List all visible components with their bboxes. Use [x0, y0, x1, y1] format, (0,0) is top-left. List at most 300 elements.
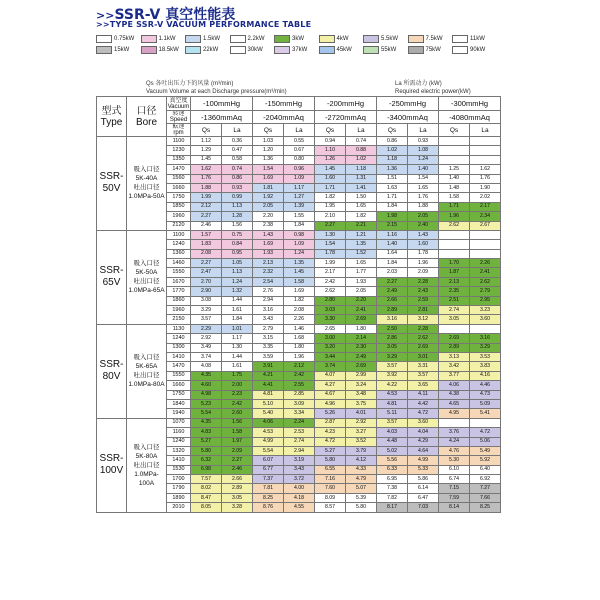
la-cell: 7.27: [470, 484, 501, 493]
la-cell: 7.03: [408, 503, 439, 512]
qs-cell: 4.99: [253, 437, 284, 446]
la-cell: 2.42: [284, 371, 315, 380]
qs-header: Qs: [315, 124, 346, 137]
qs-cell: 7.57: [191, 475, 222, 484]
la-note: [395, 80, 471, 96]
la-cell: 2.28: [408, 277, 439, 286]
qs-cell: [439, 146, 470, 155]
qs-cell: 3.44: [315, 352, 346, 361]
la-cell: 4.72: [470, 428, 501, 437]
bore-line: 1.0MPa-50A: [128, 193, 165, 201]
qs-cell: 6.55: [315, 465, 346, 474]
la-cell: 2.69: [346, 362, 377, 371]
la-cell: 4.99: [408, 456, 439, 465]
la-cell: 0.98: [284, 230, 315, 239]
qs-cell: 6.10: [439, 465, 470, 474]
pressure-mmaq-4: -4080mmAq: [439, 111, 501, 124]
qs-cell: 5.30: [439, 456, 470, 465]
bore-line: 5K-80A: [135, 452, 158, 460]
la-cell: [470, 146, 501, 155]
legend-item: [319, 35, 349, 43]
qs-cell: 3.08: [191, 296, 222, 305]
qs-cell: 7.38: [377, 484, 408, 493]
model-cell: SSR-65V: [97, 230, 127, 324]
legend-item: [185, 35, 220, 43]
qs-cell: 2.20: [253, 212, 284, 221]
qs-cell: 4.35: [191, 418, 222, 427]
la-cell: 0.93: [222, 183, 253, 192]
qs-cell: 6.07: [253, 456, 284, 465]
qs-cell: 1.92: [253, 193, 284, 202]
la-cell: 4.29: [408, 437, 439, 446]
la-cell: 1.28: [222, 212, 253, 221]
qs-cell: 5.23: [191, 399, 222, 408]
la-cell: 4.12: [346, 456, 377, 465]
qs-cell: 4.21: [253, 371, 284, 380]
qs-header: Qs: [439, 124, 470, 137]
qs-cell: 0.94: [315, 137, 346, 146]
qs-cell: 7.16: [315, 475, 346, 484]
qs-cell: 2.51: [439, 296, 470, 305]
pressure-mmaq-1: -2040mmAq: [253, 111, 315, 124]
qs-cell: 8.57: [315, 503, 346, 512]
la-cell: 1.05: [222, 259, 253, 268]
bore-line: 1.0MPa-100A: [134, 470, 159, 487]
bore-line: 吐出口径: [133, 461, 160, 469]
legend-label: 37kW: [292, 47, 308, 53]
la-cell: 1.84: [284, 221, 315, 230]
qs-cell: 1.62: [191, 165, 222, 174]
qs-cell: 8.02: [191, 484, 222, 493]
qs-cell: 2.86: [377, 334, 408, 343]
la-cell: 1.18: [346, 165, 377, 174]
la-cell: 2.46: [222, 465, 253, 474]
qs-cell: 1.25: [439, 165, 470, 174]
la-header: La: [222, 124, 253, 137]
qs-cell: 4.53: [377, 390, 408, 399]
la-cell: 4.72: [408, 409, 439, 418]
la-cell: 1.32: [222, 287, 253, 296]
qs-cell: 1.36: [377, 165, 408, 174]
la-cell: 6.40: [470, 465, 501, 474]
rpm-cell: 1750: [167, 193, 191, 202]
qs-cell: 2.13: [253, 259, 284, 268]
la-cell: 1.90: [470, 183, 501, 192]
la-cell: 4.18: [284, 493, 315, 502]
la-cell: [470, 155, 501, 164]
rpm-cell: 1850: [167, 202, 191, 211]
la-cell: 1.13: [222, 202, 253, 211]
rpm-cell: 1660: [167, 381, 191, 390]
rpm-cell: 1750: [167, 390, 191, 399]
qs-cell: 2.69: [439, 334, 470, 343]
la-cell: 2.62: [408, 334, 439, 343]
la-cell: 0.84: [222, 240, 253, 249]
pressure-mmhg-4: -300mmHg: [439, 97, 501, 111]
qs-cell: 2.15: [377, 221, 408, 230]
qs-cell: 2.94: [253, 296, 284, 305]
la-cell: 1.02: [346, 155, 377, 164]
qs-cell: 3.29: [377, 352, 408, 361]
qs-cell: 3.20: [315, 343, 346, 352]
page-subtitle: >>TYPE SSR-V VACUUM PERFORMANCE TABLE: [96, 20, 312, 29]
la-cell: 1.09: [284, 174, 315, 183]
la-cell: 2.05: [408, 212, 439, 221]
qs-cell: 2.46: [191, 221, 222, 230]
legend-swatch: [141, 46, 157, 54]
la-header: La: [284, 124, 315, 137]
la-cell: 5.49: [470, 446, 501, 455]
la-cell: 1.80: [346, 324, 377, 333]
la-cell: 2.40: [408, 221, 439, 230]
qs-cell: 1.81: [253, 183, 284, 192]
rpm-cell: 1860: [167, 296, 191, 305]
rpm-cell: 1960: [167, 306, 191, 315]
bore-line: 吐出口径: [133, 278, 160, 286]
qs-cell: 4.81: [377, 399, 408, 408]
legend-item: [408, 46, 441, 54]
la-cell: 2.60: [222, 409, 253, 418]
la-cell: 3.43: [284, 465, 315, 474]
la-cell: 2.62: [470, 277, 501, 286]
qs-cell: 2.17: [315, 268, 346, 277]
qs-cell: 6.98: [191, 465, 222, 474]
qs-cell: 2.70: [191, 277, 222, 286]
la-cell: 1.27: [284, 193, 315, 202]
la-cell: 6.14: [408, 484, 439, 493]
pressure-mmhg-2: -200mmHg: [315, 97, 377, 111]
qs-cell: 2.27: [191, 259, 222, 268]
qs-cell: 5.54: [191, 409, 222, 418]
qs-cell: 6.33: [377, 465, 408, 474]
qs-cell: 3.92: [377, 371, 408, 380]
rpm-cell: 1100: [167, 137, 191, 146]
la-cell: 1.54: [408, 174, 439, 183]
la-cell: 1.56: [222, 418, 253, 427]
la-cell: 2.08: [284, 306, 315, 315]
qs-cell: 5.27: [191, 437, 222, 446]
qs-cell: 1.18: [377, 155, 408, 164]
qs-cell: 6.74: [439, 475, 470, 484]
legend-label: 11kW: [470, 36, 485, 42]
la-cell: 2.81: [408, 306, 439, 315]
qs-cell: 2.13: [439, 277, 470, 286]
qs-cell: 2.08: [191, 249, 222, 258]
vacuum-header: [167, 97, 191, 111]
rpm-cell: 1130: [167, 324, 191, 333]
la-cell: 1.46: [284, 324, 315, 333]
la-cell: 2.28: [408, 324, 439, 333]
la-cell: 3.27: [346, 428, 377, 437]
la-cell: 1.82: [284, 296, 315, 305]
qs-note-cn: 各吐出压力下的风量 (m³/min): [155, 81, 234, 87]
la-cell: 2.59: [408, 296, 439, 305]
qs-cell: 2.66: [377, 296, 408, 305]
la-cell: 2.17: [470, 202, 501, 211]
rpm-cell: 1410: [167, 352, 191, 361]
table-row: [97, 324, 501, 333]
qs-cell: 2.89: [377, 306, 408, 315]
la-cell: 2.94: [284, 446, 315, 455]
la-cell: 4.00: [284, 484, 315, 493]
qs-cell: 3.16: [253, 306, 284, 315]
legend-item: [452, 46, 485, 54]
qs-cell: 4.06: [253, 418, 284, 427]
qs-cell: 1.51: [377, 174, 408, 183]
legend-item: [96, 35, 134, 43]
la-note-en: Required electric power(kW): [395, 89, 471, 95]
legend-swatch: [141, 35, 157, 43]
la-cell: 2.26: [470, 259, 501, 268]
legend-swatch: [363, 35, 379, 43]
qs-cell: 2.27: [377, 277, 408, 286]
qs-cell: 3.03: [315, 306, 346, 315]
legend-label: 5.5kW: [381, 36, 399, 42]
qs-cell: 2.32: [253, 268, 284, 277]
la-cell: 2.24: [284, 418, 315, 427]
qs-cell: 4.03: [377, 428, 408, 437]
qs-cell: 6.95: [377, 475, 408, 484]
qs-cell: 3.13: [439, 352, 470, 361]
bore-cell: [127, 418, 167, 512]
qs-header: Qs: [191, 124, 222, 137]
table-row: [97, 137, 501, 146]
la-cell: 1.43: [408, 230, 439, 239]
qs-cell: 2.74: [439, 306, 470, 315]
qs-cell: 4.72: [315, 437, 346, 446]
qs-cell: 1.82: [315, 193, 346, 202]
la-cell: 2.05: [346, 287, 377, 296]
la-cell: 1.61: [222, 362, 253, 371]
qs-cell: 2.80: [315, 296, 346, 305]
qs-cell: 1.69: [253, 174, 284, 183]
qs-cell: 8.25: [253, 493, 284, 502]
rpm-header: [167, 124, 191, 137]
la-cell: 3.16: [470, 334, 501, 343]
legend-swatch: [96, 46, 112, 54]
la-cell: 3.24: [346, 381, 377, 390]
la-cell: 2.53: [284, 428, 315, 437]
la-cell: 0.99: [222, 193, 253, 202]
vacuum-label: 真空度 Vacuum: [167, 97, 190, 110]
la-cell: 1.24: [222, 277, 253, 286]
qs-cell: 7.60: [315, 484, 346, 493]
rpm-cell: 1890: [167, 493, 191, 502]
qs-cell: 1.98: [377, 212, 408, 221]
la-cell: 3.83: [470, 362, 501, 371]
legend-label: 30kW: [247, 47, 263, 53]
qs-cell: 1.93: [253, 249, 284, 258]
la-cell: 5.92: [470, 456, 501, 465]
qs-cell: 3.29: [191, 306, 222, 315]
la-cell: 0.55: [284, 137, 315, 146]
la-cell: 0.80: [284, 155, 315, 164]
la-cell: 4.79: [346, 475, 377, 484]
la-cell: [470, 137, 501, 146]
qs-cell: 2.76: [253, 287, 284, 296]
qs-cell: 3.59: [253, 352, 284, 361]
la-cell: [470, 418, 501, 427]
qs-cell: 1.64: [377, 249, 408, 258]
la-cell: 4.11: [408, 390, 439, 399]
legend-swatch: [452, 46, 468, 54]
rpm-cell: 1350: [167, 155, 191, 164]
legend-label: 2.2kW: [247, 36, 265, 42]
la-cell: 2.09: [408, 268, 439, 277]
la-cell: 2.26: [284, 315, 315, 324]
qs-cell: 3.30: [315, 315, 346, 324]
la-cell: 3.53: [470, 352, 501, 361]
legend-swatch: [96, 35, 112, 43]
bore-line: 吸入口径: [133, 443, 160, 451]
la-cell: 3.52: [346, 437, 377, 446]
la-cell: 1.62: [470, 165, 501, 174]
la-cell: 4.64: [408, 446, 439, 455]
qs-cell: 2.50: [377, 324, 408, 333]
qs-cell: 7.82: [377, 493, 408, 502]
la-cell: 3.28: [222, 503, 253, 512]
la-cell: 0.58: [222, 155, 253, 164]
la-cell: 1.08: [408, 146, 439, 155]
rpm-cell: 1100: [167, 230, 191, 239]
qs-cell: 3.42: [439, 362, 470, 371]
legend-item: [363, 46, 396, 54]
bore-line: 1.0MPa-65A: [128, 287, 165, 295]
speed-cn: 転速: [172, 124, 185, 130]
qs-cell: 1.10: [315, 146, 346, 155]
qs-prefix: Qs: [146, 81, 154, 87]
qs-cell: 3.00: [315, 334, 346, 343]
bore-line: 吸入口径: [133, 166, 160, 174]
pressure-mmhg-1: -150mmHg: [253, 97, 315, 111]
la-cell: 3.60: [470, 315, 501, 324]
la-cell: 1.50: [346, 193, 377, 202]
bore-line: 吐出口径: [133, 184, 160, 192]
rpm-cell: 1470: [167, 362, 191, 371]
la-cell: 1.24: [284, 249, 315, 258]
la-cell: 3.05: [222, 493, 253, 502]
la-cell: 7.66: [470, 493, 501, 502]
qs-cell: 5.54: [253, 446, 284, 455]
legend-label: 4kW: [336, 36, 349, 42]
qs-header: Qs: [253, 124, 284, 137]
speed-header: [167, 111, 191, 124]
la-header: La: [470, 124, 501, 137]
la-cell: 1.69: [284, 287, 315, 296]
rpm-cell: 1300: [167, 343, 191, 352]
rpm-cell: 1530: [167, 465, 191, 474]
rpm-cell: 1790: [167, 484, 191, 493]
la-prefix: La: [395, 81, 402, 87]
qs-cell: 4.67: [315, 390, 346, 399]
rpm-cell: 1840: [167, 399, 191, 408]
la-cell: 4.46: [470, 381, 501, 390]
la-cell: 2.66: [222, 475, 253, 484]
la-cell: 3.23: [470, 306, 501, 315]
qs-cell: 1.63: [377, 183, 408, 192]
la-cell: 1.68: [284, 334, 315, 343]
table-row: [97, 230, 501, 239]
qs-cell: 5.11: [377, 409, 408, 418]
qs-cell: 1.20: [253, 146, 284, 155]
qs-cell: 1.45: [315, 165, 346, 174]
legend-swatch: [319, 46, 335, 54]
pressure-mmaq-3: -3400mmAq: [377, 111, 439, 124]
la-cell: 1.58: [284, 277, 315, 286]
qs-cell: 2.29: [191, 324, 222, 333]
la-cell: 2.09: [222, 446, 253, 455]
qs-cell: 4.83: [191, 428, 222, 437]
la-cell: 1.17: [284, 183, 315, 192]
bore-line: 5K-65A: [135, 363, 158, 371]
bore-line: 吸入口径: [133, 260, 160, 268]
qs-cell: 3.43: [253, 315, 284, 324]
qs-cell: 8.76: [253, 503, 284, 512]
qs-cell: 2.10: [315, 212, 346, 221]
la-cell: 2.69: [408, 343, 439, 352]
la-cell: 0.67: [284, 146, 315, 155]
qs-cell: 1.40: [439, 174, 470, 183]
la-cell: 2.74: [284, 437, 315, 446]
la-cell: 5.06: [470, 437, 501, 446]
bore-line: 5K-40A: [135, 175, 158, 183]
qs-cell: 3.76: [439, 428, 470, 437]
qs-cell: 4.27: [315, 381, 346, 390]
la-cell: 3.31: [408, 362, 439, 371]
qs-cell: 4.81: [253, 390, 284, 399]
legend-label: 0.75kW: [114, 36, 135, 42]
rpm-cell: 1470: [167, 165, 191, 174]
la-cell: 1.97: [222, 437, 253, 446]
la-cell: 1.93: [346, 277, 377, 286]
qs-cell: 1.95: [315, 202, 346, 211]
qs-cell: 1.99: [191, 193, 222, 202]
rpm-cell: 1160: [167, 428, 191, 437]
qs-cell: 1.45: [191, 155, 222, 164]
legend-item: [274, 35, 304, 43]
qs-cell: 0.86: [377, 137, 408, 146]
qs-cell: 2.89: [439, 343, 470, 352]
la-cell: 2.02: [470, 193, 501, 202]
legend-item: [408, 35, 443, 43]
la-cell: 2.21: [346, 221, 377, 230]
rpm-cell: 1700: [167, 475, 191, 484]
la-cell: 1.65: [346, 202, 377, 211]
pressure-mmaq-0: -1360mmAq: [191, 111, 253, 124]
la-cell: 0.88: [346, 146, 377, 155]
legend-label: 18.5kW: [158, 47, 179, 53]
qs-cell: 4.07: [315, 371, 346, 380]
la-cell: 2.79: [470, 287, 501, 296]
qs-cell: 8.09: [315, 493, 346, 502]
la-cell: 2.43: [408, 287, 439, 296]
la-cell: 1.17: [222, 334, 253, 343]
la-cell: 0.36: [222, 137, 253, 146]
legend-label: 1.5kW: [203, 36, 221, 42]
la-cell: 0.95: [222, 249, 253, 258]
qs-cell: 1.43: [253, 230, 284, 239]
qs-cell: 1.70: [439, 259, 470, 268]
qs-cell: 1.12: [191, 137, 222, 146]
qs-cell: 7.59: [439, 493, 470, 502]
la-cell: 0.75: [222, 230, 253, 239]
la-cell: [470, 230, 501, 239]
qs-cell: 4.23: [315, 428, 346, 437]
la-cell: 1.30: [222, 343, 253, 352]
qs-cell: 1.54: [315, 240, 346, 249]
la-cell: 1.65: [346, 259, 377, 268]
la-cell: 1.41: [346, 183, 377, 192]
